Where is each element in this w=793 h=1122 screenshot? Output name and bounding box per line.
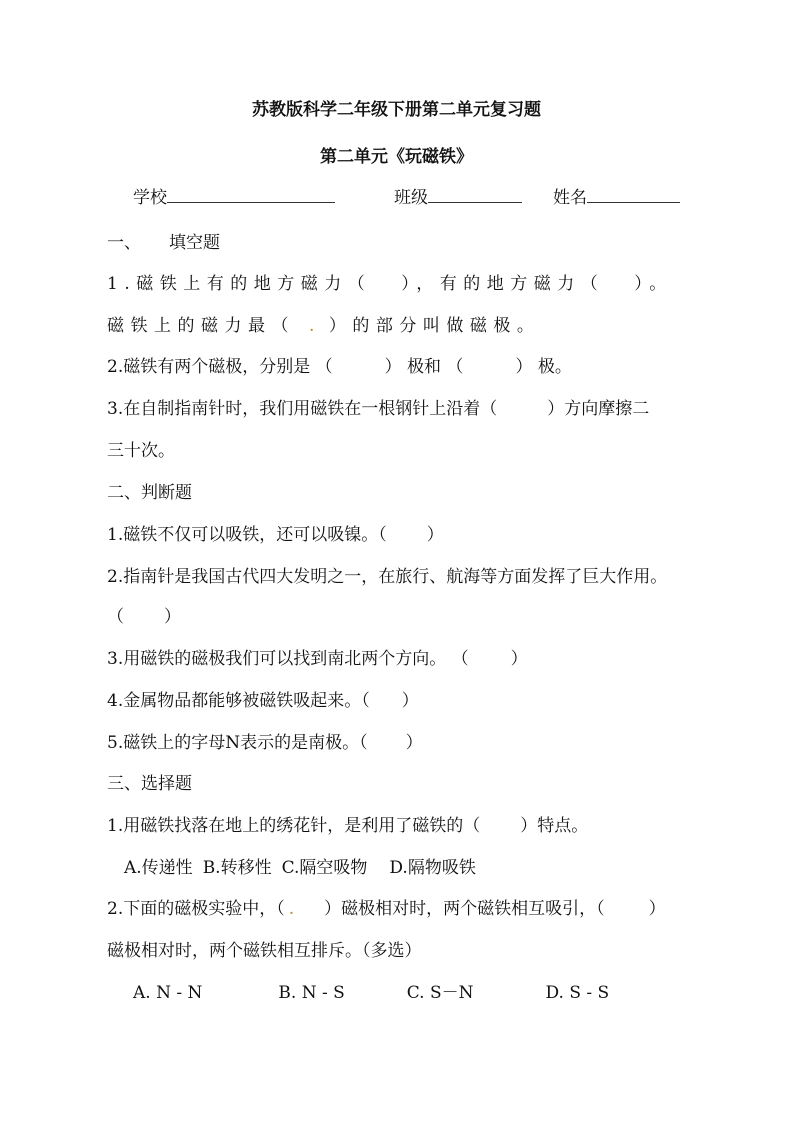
s2-q4-text: 4.金属物品都能够被磁铁吸起来。（ bbox=[107, 691, 370, 711]
s1-q3-part-b: ）方向摩擦二 bbox=[547, 399, 650, 419]
school-field bbox=[133, 186, 335, 209]
s1-q1-part-e: ）的部分叫做磁极。 bbox=[328, 316, 541, 336]
s3-q2-part-a: 2.下面的磁极实验中，（ bbox=[107, 899, 285, 919]
s3-q2-option-c[interactable]: C. S－N bbox=[406, 983, 474, 1003]
s3-q2-part-c: ） bbox=[648, 899, 666, 919]
s2-question-3 bbox=[107, 648, 528, 670]
s3-q2-options bbox=[133, 982, 609, 1004]
name-blank[interactable] bbox=[587, 186, 680, 203]
s1-q2-part-b: ） 极和 （ bbox=[384, 357, 464, 377]
s2-q4-end: ） bbox=[401, 691, 419, 711]
s2-q2-paren-close: ） bbox=[164, 607, 181, 627]
s2-q5-end: ） bbox=[405, 733, 423, 753]
s3-q2-option-b[interactable]: B. N - S bbox=[278, 983, 345, 1003]
s2-question-4 bbox=[107, 690, 419, 712]
s1-q1-part-c: ）。 bbox=[634, 274, 673, 294]
s2-q2-paren-open: （ bbox=[107, 607, 124, 627]
s2-q3-end: ） bbox=[510, 649, 528, 669]
s1-question-1-cont bbox=[107, 315, 540, 337]
s3-q1-option-c[interactable]: C.隔空吸物 bbox=[281, 858, 368, 878]
s1-q2-part-a: 2.磁铁有两个磁极，分别是 （ bbox=[107, 357, 333, 377]
s2-question-2: 2.指南针是我国古代四大发明之一，在旅行、航海等方面发挥了巨大作用。 bbox=[107, 567, 668, 587]
class-field bbox=[394, 186, 522, 209]
s2-question-1 bbox=[107, 524, 444, 546]
s2-q5-text: 5.磁铁上的字母N表示的是南极。（ bbox=[107, 733, 368, 753]
s1-q1-part-b: ），有的地方磁力（ bbox=[401, 274, 605, 294]
section2-heading: 二、判断题 bbox=[107, 483, 192, 503]
s1-q1-part-a: 1.磁铁上有的地方磁力（ bbox=[107, 274, 372, 294]
s1-q3-part-a: 3.在自制指南针时，我们用磁铁在一根钢针上沿着（ bbox=[107, 399, 498, 419]
s2-question-5 bbox=[107, 732, 423, 754]
section1-heading bbox=[107, 232, 220, 254]
s2-question-2-answer bbox=[107, 606, 181, 628]
s3-question-2-cont: 磁极相对时，两个磁铁相互排斥。（多选） bbox=[107, 941, 422, 961]
s3-q1-option-a[interactable]: A.传递性 bbox=[124, 858, 193, 878]
s3-q1-options bbox=[124, 857, 476, 879]
s3-q1-text: 1.用磁铁找落在地上的绣花针，是利用了磁铁的（ bbox=[107, 816, 481, 836]
unit-subtitle: 第二单元《玩磁铁》 bbox=[320, 147, 473, 167]
document-title: 苏教版科学二年级下册第二单元复习题 bbox=[252, 100, 541, 120]
s2-q1-end: ） bbox=[426, 525, 444, 545]
s2-q3-text: 3.用磁铁的磁极我们可以找到南北两个方向。 （ bbox=[107, 649, 469, 669]
s1-question-2 bbox=[107, 356, 572, 378]
s1-q1-dot: . bbox=[309, 316, 321, 336]
s3-q1-option-d[interactable]: D.隔物吸铁 bbox=[389, 858, 476, 878]
s3-q2-option-a[interactable]: A. N - N bbox=[133, 983, 203, 1003]
s3-q1-end: ）特点。 bbox=[520, 816, 589, 836]
section1-number: 一、 bbox=[107, 233, 141, 253]
s3-q1-option-b[interactable]: B.转移性 bbox=[202, 858, 272, 878]
s1-question-3-cont: 三十次。 bbox=[107, 441, 175, 461]
section1-title: 填空题 bbox=[169, 233, 220, 253]
s3-question-2 bbox=[107, 898, 666, 920]
s2-q1-text: 1.磁铁不仅可以吸铁，还可以吸镍。（ bbox=[107, 525, 387, 545]
s3-q2-part-b: ）磁极相对时，两个磁铁相互吸引，（ bbox=[324, 899, 605, 919]
s3-question-1 bbox=[107, 815, 588, 837]
s1-q2-part-c: ） 极。 bbox=[515, 357, 572, 377]
s1-question-1 bbox=[107, 273, 673, 295]
name-label: 姓名 bbox=[553, 188, 587, 208]
s1-q1-part-d: 磁铁上的磁力最（ bbox=[107, 316, 295, 336]
s1-question-3 bbox=[107, 398, 649, 420]
s3-q2-option-d[interactable]: D. S - S bbox=[545, 983, 610, 1003]
name-field bbox=[553, 186, 680, 209]
section3-heading: 三、选择题 bbox=[107, 774, 192, 794]
s3-q2-dot: . bbox=[288, 899, 295, 919]
class-blank[interactable] bbox=[428, 186, 522, 203]
school-blank[interactable] bbox=[167, 186, 335, 203]
school-label: 学校 bbox=[133, 188, 167, 208]
class-label: 班级 bbox=[394, 188, 428, 208]
